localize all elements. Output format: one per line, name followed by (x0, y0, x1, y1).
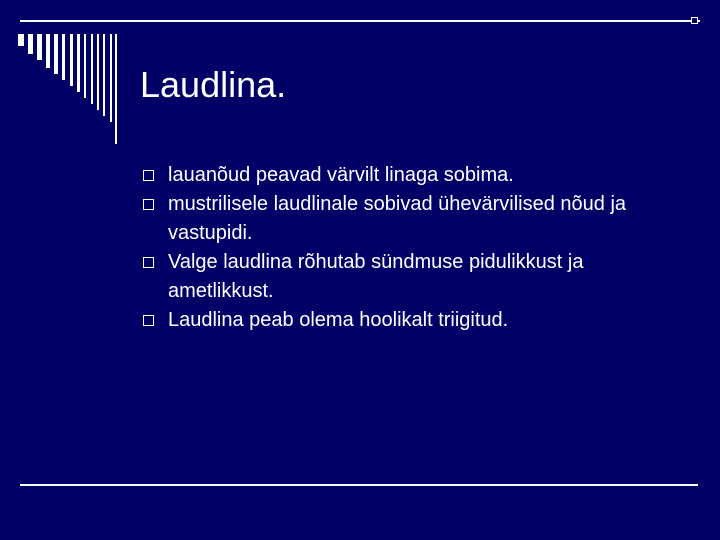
slide-title: Laudlina. (140, 64, 287, 105)
square-bullet-icon (143, 170, 154, 181)
top-rule (20, 20, 700, 22)
bullet-text: Valge laudlina rõhutab sündmuse pidulikkust ja ametlikkust. (168, 251, 584, 302)
bottom-rule (20, 484, 698, 486)
bullet-item (143, 190, 683, 248)
bullet-text: mustrilisele laudlinale sobivad ühevärvilised nõud ja vastupidi. (168, 193, 627, 244)
bullet-item (143, 306, 683, 335)
bullet-item (143, 161, 683, 190)
square-bullet-icon (143, 199, 154, 210)
bullet-text: Laudlina peab olema hoolikalt triigitud. (168, 309, 509, 331)
corner-square-icon (691, 17, 698, 24)
bullet-list (143, 161, 683, 335)
square-bullet-icon (143, 257, 154, 268)
bullet-item (143, 248, 683, 306)
bullet-text: lauanõud peavad värvilt linaga sobima. (168, 164, 514, 186)
square-bullet-icon (143, 315, 154, 326)
